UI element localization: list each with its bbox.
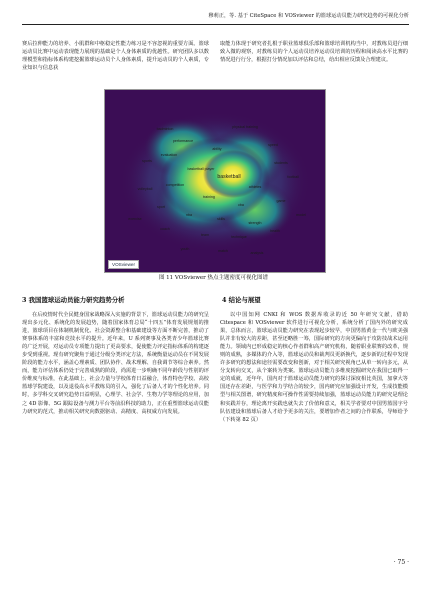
term-label: exercise (128, 217, 142, 221)
term-label: cba (238, 203, 244, 207)
term-label: competition (165, 183, 185, 187)
running-title: 穆莉正，等. 基于 CiteSpace 和 VOSviewer 的篮球运动员能力研究趋势的可视化分析 (208, 13, 409, 19)
term-label: strength (248, 221, 262, 225)
figure-caption: 图 11 VOSviewer 热点主题密度可视化图谱 (158, 275, 269, 281)
term-label: training (203, 195, 215, 199)
term-label: match (218, 249, 228, 253)
density-heatmap (105, 90, 325, 272)
term-label: basketball player (187, 167, 215, 171)
term-label: youth (180, 247, 190, 251)
paragraph: 以中国知网 CNKI 和 WOS 数据库收录的近 50 年研究文献，借助 Citespace 和 VOSviewer 软件进行可视化分析，系统分析了国内外的研究成果，总体而言，篮球运动员能力研究在表现起步较早，中国男篮黄金一代与欧美强队并非有较大的差距，甚至还略胜一筹，国际研究的方向更偏向于攻防技战术运用能力。领域内已形成稳定的核心作者群和高产研究机构，随着职业联赛的改革，规则的成熟，多媒体的介入等，篮球运动员和裁判员更新换代，逐步新的过程中发现许多研究的想法和途径需要改变和创新，对于相关研究视角已从单一转向多元，从分支转向交叉，从个案转为类案。篮球运动员能力多维度挖掘研究在我国已取得一定的成就，近年年，国内对于篮球运动员能力研究的探讨深度相比英国，加拿大等国还存在差距，与医学和力学结合的较少，国内研究应加强设计开发，生成技能模型与相关图谱，研究精度和可操作性需要持续加强，篮球运动员能力的研究是理论和实践并存，理论离开实践也就失去了价值和意义，相关学者要对中国男篮国字号队伍建设和篮球后备人才给予更多的关注，要增加作者之间的合作联系，导师给予（下转第 82 页） (220, 312, 408, 423)
term-label: analysis (250, 251, 264, 255)
paragraph: 赛后拉伸能力的培养、小肌群和中枢稳定性能力练习是不容忽视的重要方面。篮球运动员比赛中运动表现能力展现的基础是个人身体素质的优越性。研究团队多以数理模型和指标体系构建挖掘篮球运动员个人身体素质，提升运动员的个人素质，专业知识与信息获 (22, 41, 209, 72)
term-label: technique (231, 235, 247, 239)
term-label: model (296, 213, 306, 217)
term-label: evaluation (160, 153, 178, 157)
term-label: health (270, 229, 280, 233)
term-label: students (274, 161, 288, 165)
term-label: game (276, 199, 286, 203)
density-visualization-figure (104, 89, 326, 273)
running-header (22, 10, 409, 25)
term-label: football (287, 175, 299, 179)
paragraph: 取能力体现于研究者扎根于职业篮球俱乐部和篮球培训机构当中，对教练员进行细致入微的观察，对教练员的个人运动员培养运动员培训的历程和阅读高水平比赛的情况进行行分，根据打分情况加以评估和总结，给出相应反馈及合理建议。 (220, 41, 408, 64)
page-number: · 75 · (393, 559, 409, 566)
top-left-column (22, 40, 209, 72)
section-3-heading: 3 我国篮球运动员能力研究趋势分析 (22, 296, 125, 304)
term-label: sports (142, 159, 152, 163)
term-label: team (201, 233, 209, 237)
term-label: coach (160, 227, 170, 231)
top-right-column (220, 40, 408, 64)
term-label: performance (172, 139, 194, 143)
term-label: sport (157, 205, 165, 209)
body-left-column (22, 311, 209, 416)
term-label: speed (268, 143, 278, 147)
term-label: volleyball (137, 187, 153, 191)
term-label: nba (186, 213, 192, 217)
term-label: basketball (217, 174, 241, 180)
body-right-column (220, 311, 408, 424)
vosviewer-logo: VOSviewer (108, 260, 139, 269)
paragraph: 在后疫情时代全民健身国家战略深入实施的背景下，篮球运动员能力的研究呈现出多元化、系统化的发展趋势，随着国家体育总局“十四五”体育发展规划的推进，篮球项目在体制机制优化、社会资源整合和基础建设等方面不断完善，推动了赛事体系的丰富和竞技水平的提升。近年来，U 系列赛事及各类青少年篮球比赛的广泛开展，对运动员专项能力提出了更高要求，促使能力评定指标体系的构建逐步受到重视。现有研究聚焦于通过分级分类评定方法，系统衡量运动员在不同发展阶段的能力水平，涵盖心理素质、团队协作、战术理解、自我调节等综合素养。然而，能力评估体系仍处于完善成熟的阶段，尚需进一步明确不同年龄段与性别的评价维度与标准，在此基础上，社会力量与学校体育日益融合，体育特色学校、高校篮球学院建设，以及退役高水平教练员的引入，强化了后备人才的个性化培养。同时，多学科交叉研究趋势日益明显，心理学、社会学、生物力学等理论的应用，加之 4D 影像、5G 跟踪设备与测力平台等前沿科技的助力，正在重塑篮球运动员能力研究的范式，推动相关研究向数据驱动、高精度、高权威方向发展。 (22, 312, 209, 415)
term-label: athletes (248, 185, 262, 189)
term-label: physical training (232, 125, 258, 129)
term-label: badminton (156, 127, 174, 131)
term-label: skills (217, 217, 225, 221)
section-4-heading: 4 结论与展望 (222, 296, 261, 304)
term-label: ability (212, 147, 222, 151)
